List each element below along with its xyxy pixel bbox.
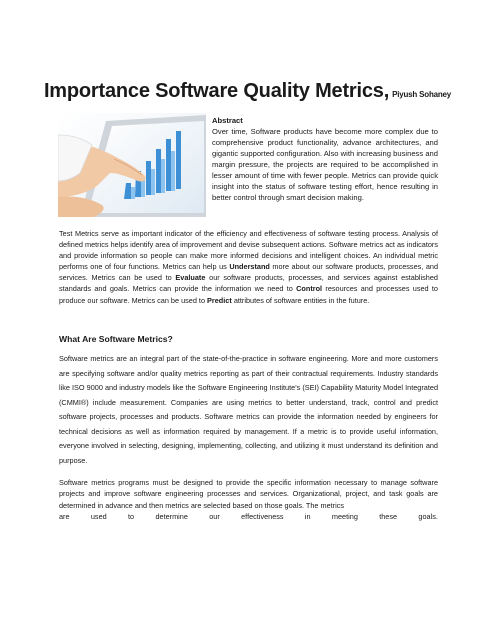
abstract-section	[212, 115, 438, 203]
section-heading: What Are Software Metrics?	[59, 334, 173, 344]
word: to	[128, 512, 135, 522]
intro-text-1: Test Metrics serve as important indicator of the efficiency and effectiveness of software testing process. Analysis of defined metrics helps identify area of improvement and devise subsequent actions. Software metrics act as indicators and provide information so people can make more informed decisions and intelligent choices. An individual metric performs one of four functions. Metrics can help us	[59, 229, 438, 272]
intro-text-5: attributes of software entities in the future.	[231, 295, 370, 305]
metrics-paragraph-2-last-line	[59, 511, 438, 522]
metrics-paragraph-1: Software metrics are an integral part of the state-of-the-practice in software engineering. More and more customers are specifying software and/or quality metrics reporting as part of their contractual requirements. Industry standards like ISO 9000 and industry models like the Software Engineering Institute's (SEI) Capability Maturity Model Integrated (CMMI®) include measurement. Companies are using metrics to better understand, track, control and predict software projects, processes and products. Software metrics can provide the information needed by engineers for technical decisions as well as information required by management. If a metric is to provide useful information, everyone involved in selecting, designing, implementing, collecting, and utilizing it must understand its definition and purpose.	[59, 354, 438, 465]
word: used	[90, 512, 107, 522]
document-title	[0, 80, 495, 103]
tablet-chart-icon	[58, 113, 206, 217]
metrics-paragraph-2	[59, 477, 438, 523]
word: our	[209, 512, 220, 522]
intro-paragraph	[59, 228, 438, 306]
tablet-chart-photo	[58, 113, 206, 217]
word: effectiveness	[241, 512, 284, 522]
abstract-text: Over time, Software products have become more complex due to comprehensive product functionality, advance architectures, and gigantic supported configuration. Also with increasing business and margin pressure, the projects are required to be accomplished in lesser amount of time with fewer people. Metrics can provide quick insight into the status of software testing effort, hence resulting in better control through smart decision making.	[212, 127, 438, 202]
intro-text-4: resources and processes used to produce our software. Metrics can be used to	[59, 284, 438, 305]
title-text: Importance Software Quality Metrics,	[43, 80, 390, 102]
intro-text-3: our software products, processes, and services against established standards and goals. Metrics can provide the information we need to	[59, 273, 438, 294]
abstract-heading: Abstract	[212, 116, 243, 125]
keyword-predict: Predict	[207, 295, 232, 305]
word: are	[59, 512, 70, 522]
keyword-understand: Understand	[229, 262, 270, 272]
word: determine	[155, 512, 188, 522]
keyword-control: Control	[296, 284, 323, 294]
intro-text-2: more about our software products, processes, and services. Metrics can be used to	[59, 262, 438, 283]
word: in	[304, 512, 311, 522]
metrics-paragraph-2-text: Software metrics programs must be designed to provide the specific information necessary to manage software projects and improve software engineering processes and services. Organizational, project, and task goals are determined in advance and then metrics are selected based on those goals. The metrics	[59, 478, 438, 510]
word: these	[379, 512, 398, 522]
word: meeting	[331, 512, 358, 522]
word: goals.	[418, 512, 438, 522]
author-name: Piyush Sohaney	[392, 90, 452, 99]
keyword-evaluate: Evaluate	[175, 273, 206, 283]
